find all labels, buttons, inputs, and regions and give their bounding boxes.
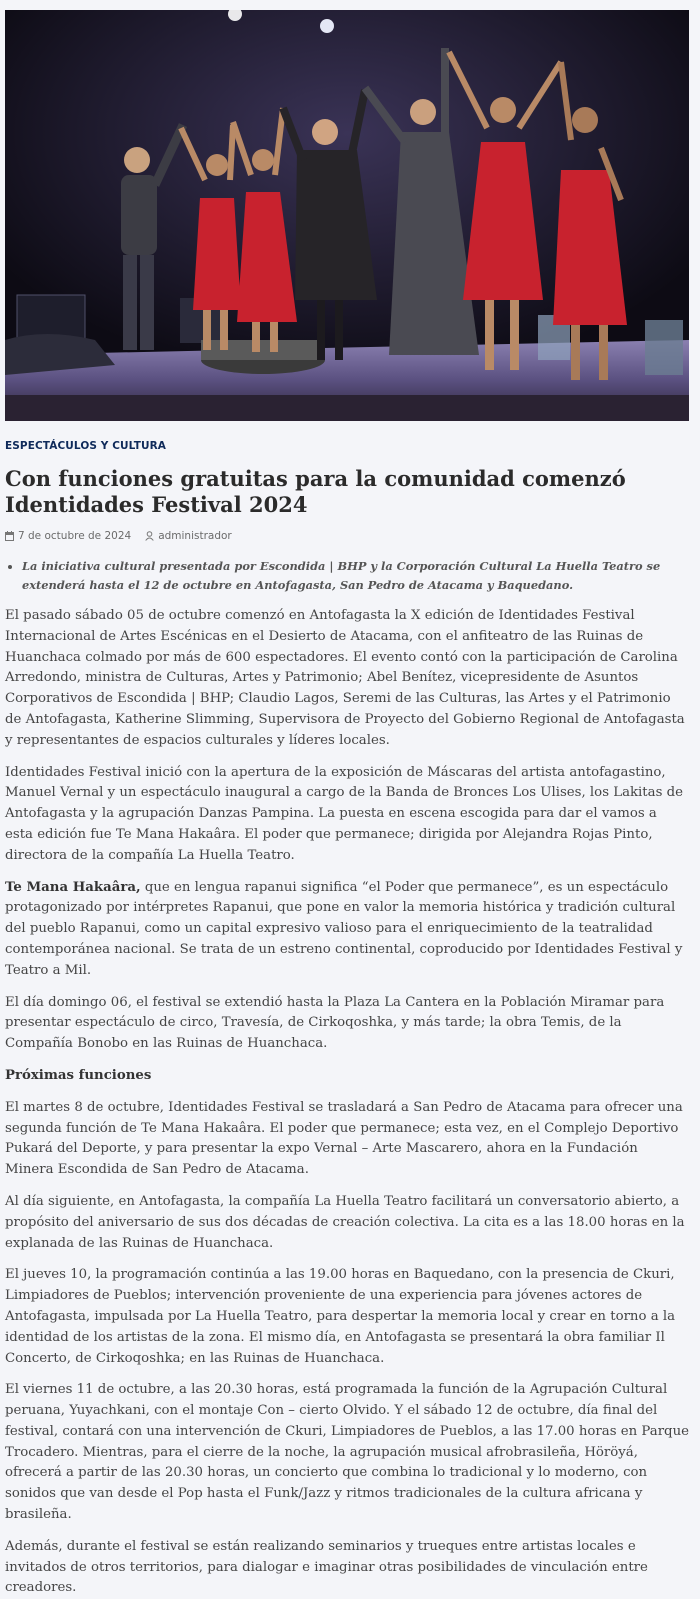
calendar-icon bbox=[5, 531, 14, 541]
paragraph-4: El día domingo 06, el festival se extendió hasta la Plaza La Cantera en la Población Miramar para presentar espectáculo de circo, Travesía, de Cirkoqoshka, y más tarde; la obra Temis, de la Compañía Bonobo en las Ruinas de Huanchaca. bbox=[5, 994, 665, 1052]
article-meta bbox=[5, 530, 689, 542]
category-label[interactable]: ESPECTÁCULOS Y CULTURA bbox=[5, 440, 167, 452]
article-title: Con funciones gratuitas para la comunidad comenzó Identidades Festival 2024 bbox=[5, 466, 626, 517]
lead-list bbox=[5, 557, 689, 595]
paragraph-2: Identidades Festival inició con la apertura de la exposición de Máscaras del artista antofagastino, Manuel Vernal y un espectáculo inaugural a cargo de la Banda de Bronces Los Ulises, los Lakitas de Antofagasta y la agrupación Danzas Pampina. La puesta en escena escogida para dar el vamos a esta edición fue Te Mana Hakaâra. El poder que permanece; dirigida por Alejandra Rojas Pinto, directora de la compañía La Huella Teatro. bbox=[5, 764, 684, 863]
lead-bullet: • La iniciativa cultural presentada por Escondida | BHP y la Corporación Cultural La Huella Teatro se extenderá hasta el 12 de octubre en Antofagasta, San Pedro de Atacama y Baquedano. bbox=[22, 557, 689, 595]
paragraph-3-rest: que en lengua rapanui significa “el Poder que permanece”, es un espectáculo protagonizado por intérpretes Rapanui, que pone en valor la memoria histórica y tradición cultural del pueblo Rapanui, como un capital expresivo valioso para el enriquecimiento de la teatralidad contemporánea nacional. Se trata de un estreno continental, coproducido por Identidades Festival y Teatro a Mil. bbox=[5, 879, 683, 978]
hero-image[interactable] bbox=[5, 10, 689, 421]
user-icon bbox=[145, 531, 154, 541]
paragraph-3 bbox=[5, 878, 689, 982]
paragraph-1: El pasado sábado 05 de octubre comenzó en Antofagasta la X edición de Identidades Festival Internacional de Artes Escénicas en el Desierto de Atacama, con el anfiteatro de las Ruinas de Huanchaca colmado por más de 600 espectadores. El evento contó con la participación de Carolina Arredondo, ministra de Culturas, Artes y Patrimonio; Abel Benítez, vicepresidente de Asuntos Corporativos de Escondida | BHP; Claudio Lagos, Seremi de las Culturas, las Artes y el Patrimonio de Antofagasta, Katherine Slimming, Supervisora de Proyecto del Gobierno Regional de Antofagasta y representantes de espacios culturales y líderes locales. bbox=[5, 608, 685, 748]
article-author[interactable]: administrador bbox=[158, 530, 232, 542]
article-date[interactable]: 7 de octubre de 2024 bbox=[18, 530, 132, 542]
paragraph-6: Al día siguiente, en Antofagasta, la compañía La Huella Teatro facilitará un conversatorio abierto, a propósito del aniversario de sus dos décadas de creación colectiva. La cita es a las 18.00 horas en la explanada de las Ruinas de Huanchaca. bbox=[5, 1193, 685, 1251]
paragraph-8: El viernes 11 de octubre, a las 20.30 horas, está programada la función de la Agrupación Cultural peruana, Yuyachkani, con el montaje Con – cierto Olvido. Y el sábado 12 de octubre, día final del festival, contará con una intervención de Ckuri, Limpiadores de Pueblos, a las 17.00 horas en Parque Trocadero. Mientras, para el cierre de la noche, la agrupación musical afrobrasileña, Höröyá, ofrecerá a partir de las 20.30 horas, un concierto que combina lo tradicional y lo moderno, con sonidos que van desde el Pop hasta el Funk/Jazz y ritmos tradicionales de la cultura africana y brasileña. bbox=[5, 1382, 689, 1523]
paragraph-5: El martes 8 de octubre, Identidades Festival se trasladará a San Pedro de Atacama para ofrecer una segunda función de Te Mana Hakaâra. El poder que permanece; esta vez, en el Complejo Deportivo Pukará del Deporte, y para presentar la expo Vernal – Arte Mascarero, ahora en la Fundación Minera Escondida de San Pedro de Atacama. bbox=[5, 1099, 683, 1178]
section-subheading: Próximas funciones bbox=[5, 1067, 152, 1083]
paragraph-7: El jueves 10, la programación continúa a las 19.00 horas en Baquedano, con la presencia de Ckuri, Limpiadores de Pueblos; intervención proveniente de una experiencia para jóvenes actores de Antofagasta, impulsada por La Huella Teatro, para despertar la memoria local y crear en torno a la identidad de los artistas de la zona. El mismo día, en Antofagasta se presentará la obra familiar Il Concerto, de Cirkoqoshka; en las Ruinas de Huanchaca. bbox=[5, 1267, 676, 1366]
paragraph-9: Además, durante el festival se están realizando seminarios y trueques entre artistas locales e invitados de otros territorios, para dialogar e imaginar otras posibilidades de vinculación entre creadores. bbox=[5, 1538, 648, 1596]
stage-photo bbox=[5, 10, 689, 421]
paragraph-3-bold: Te Mana Hakaâra, bbox=[5, 879, 141, 895]
